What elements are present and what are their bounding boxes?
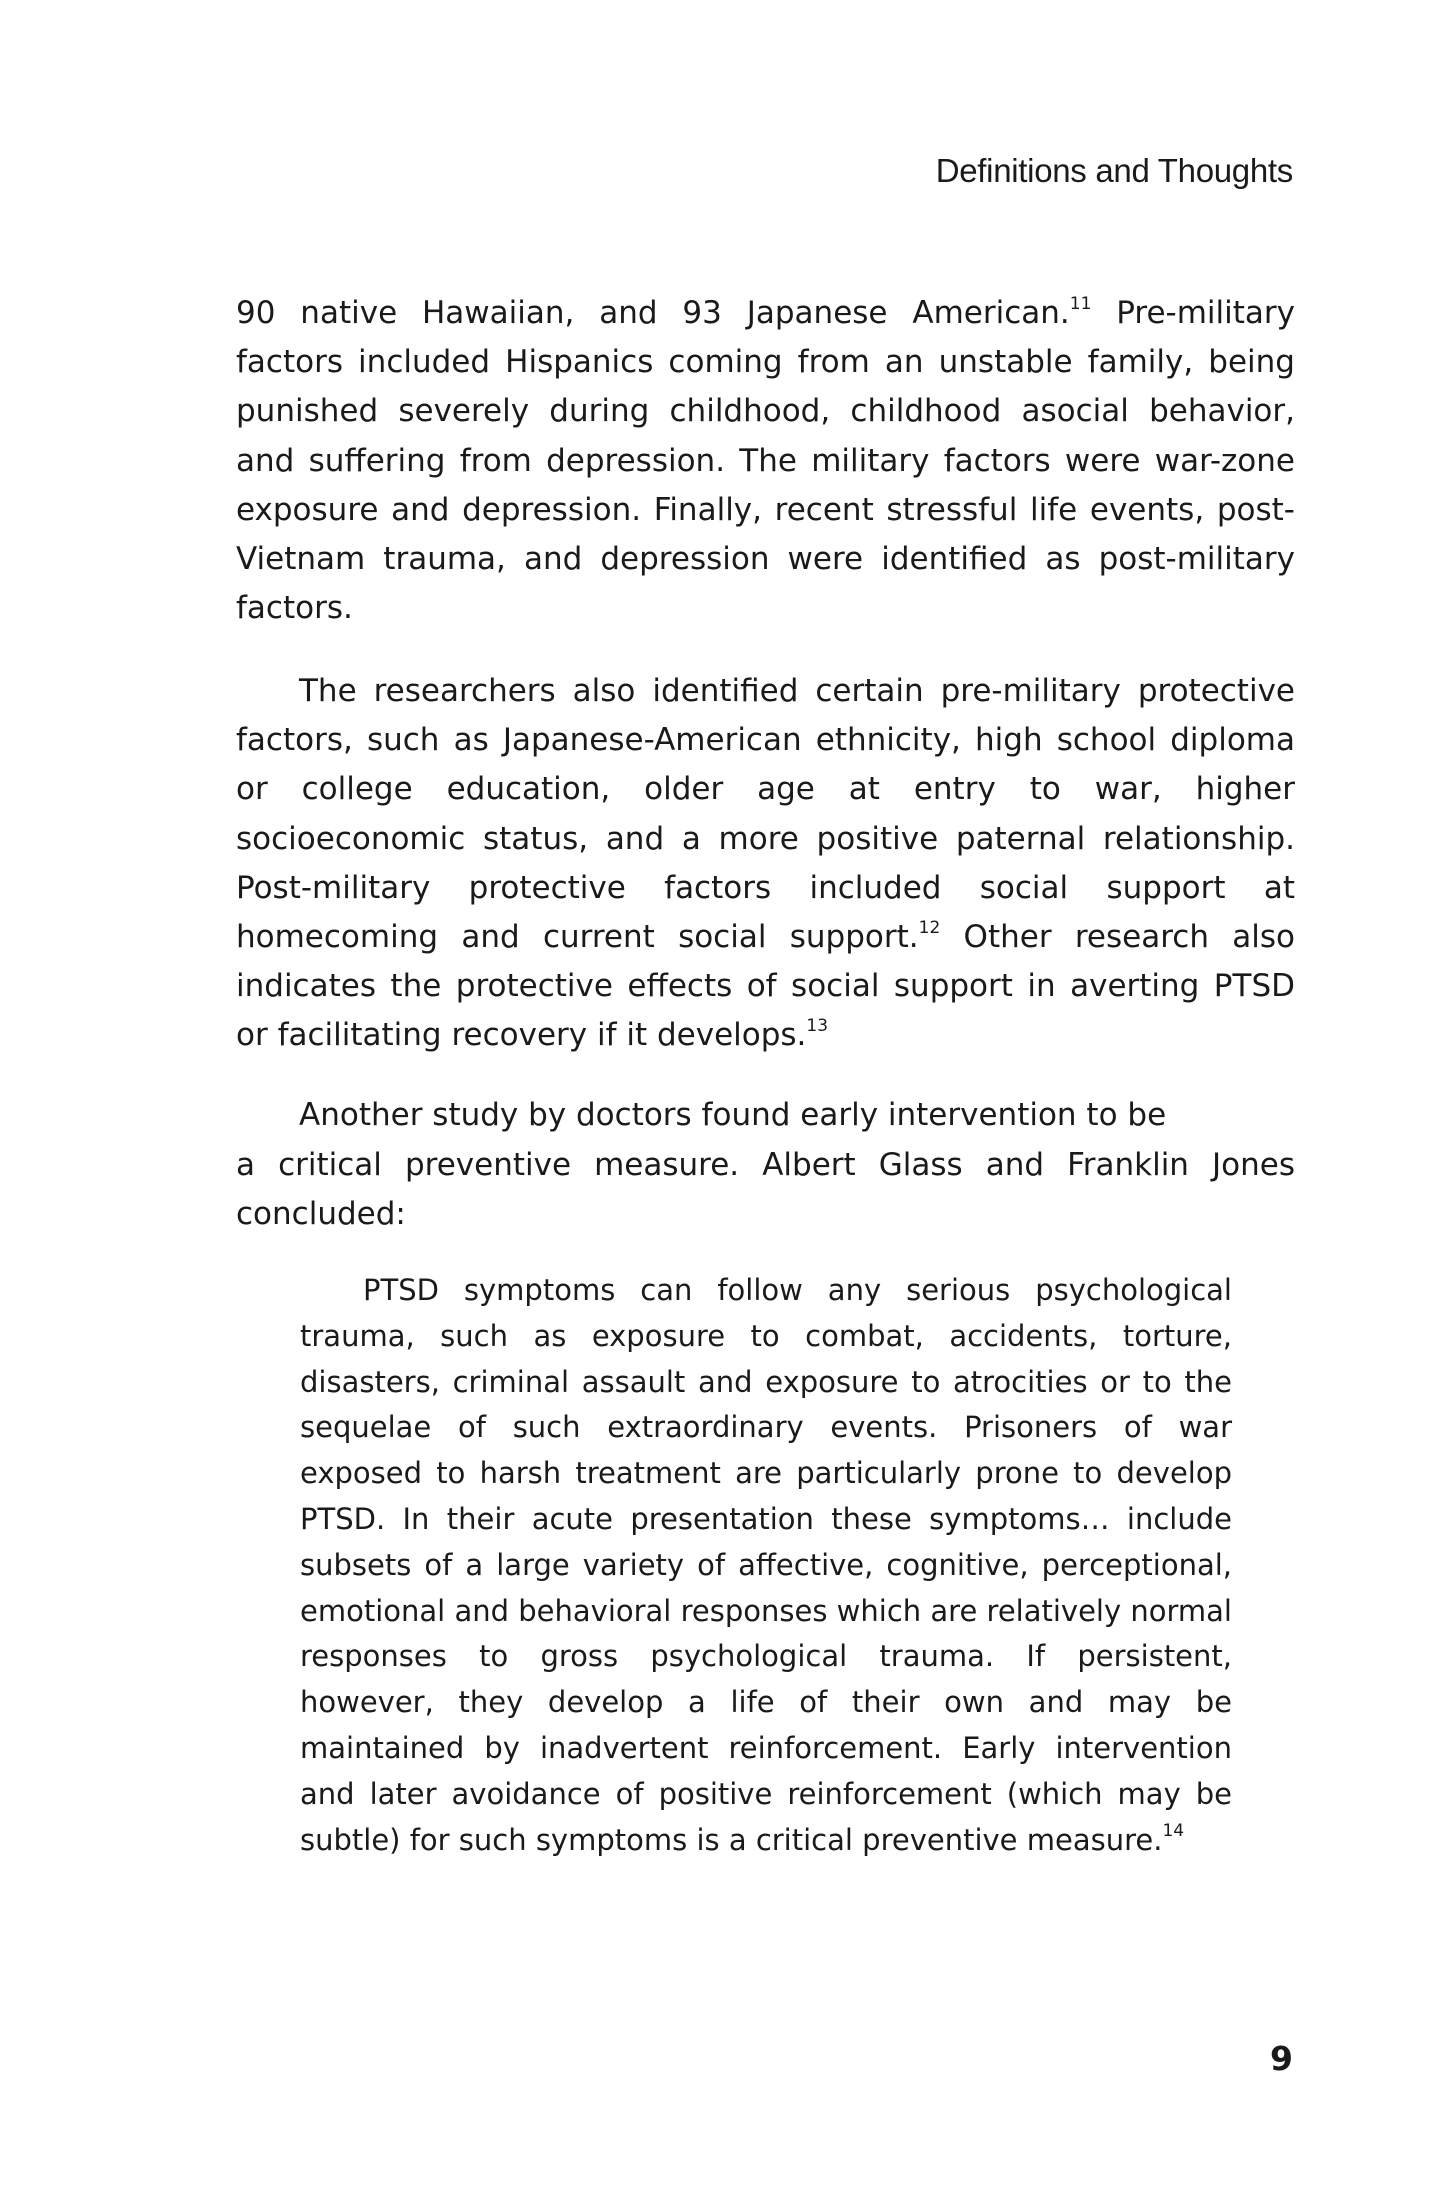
page-number: 9 bbox=[1270, 2039, 1293, 2078]
paragraph-2-text-b: Other research also indicates the protective effects of social support in averting PTSD or facilitating recovery if it develops. bbox=[236, 919, 1296, 1054]
paragraph-1-text-a: 90 native Hawaiian, and 93 Japanese American. bbox=[236, 295, 1070, 331]
footnote-ref-13: 13 bbox=[806, 1016, 829, 1037]
footnote-ref-11: 11 bbox=[1069, 294, 1092, 314]
running-head: Definitions and Thoughts bbox=[935, 152, 1293, 189]
paragraph-2-text-a: The researchers also identified certain pre-military protective factors, such as Japanese-American ethnicity, high school diploma or college education, older age at entry to war, higher socioeconomic status, and a more positive paternal relationship. Post-military protective factors included social support at homecoming and current social support. bbox=[236, 673, 1295, 956]
paragraph-1 bbox=[236, 289, 1295, 633]
block-quote bbox=[300, 1268, 1232, 1863]
paragraph-3-line-1: Another study by doctors found early intervention to be bbox=[299, 1097, 1167, 1133]
paragraph-2 bbox=[236, 667, 1295, 1061]
block-quote-text: PTSD symptoms can follow any serious psychological trauma, such as exposure to combat, accidents, torture, disasters, criminal assault and exposure to atrocities or to the sequelae of such extraordinary events. Prisoners of war exposed to harsh treatment are particularly prone to develop PTSD. In their acute presentation these symptoms… include subsets of a large variety of affective, cognitive, perceptional, emotional and behavioral responses which are relatively normal responses to gross psychological trauma. If persistent, however, they develop a life of their own and may be maintained by inadvertent reinforcement. Early intervention and later avoidance of positive reinforcement (which may be subtle) for such symptoms is a critical preventive measure. bbox=[300, 1273, 1232, 1857]
paragraph-1-text-b: Pre-military factors included Hispanics coming from an unstable family, being punished severely during childhood, childhood asocial behavior, and suffering from depression. The military factors were war-zone exposure and depression. Finally, recent stressful life events, post-Vietnam trauma, and depression were identified as post-military factors. bbox=[236, 295, 1296, 627]
footnote-ref-14: 14 bbox=[1162, 1820, 1185, 1841]
paragraph-3-rest: a critical preventive measure. Albert Glass and Franklin Jones concluded: bbox=[236, 1147, 1295, 1233]
footnote-ref-12: 12 bbox=[918, 918, 941, 939]
